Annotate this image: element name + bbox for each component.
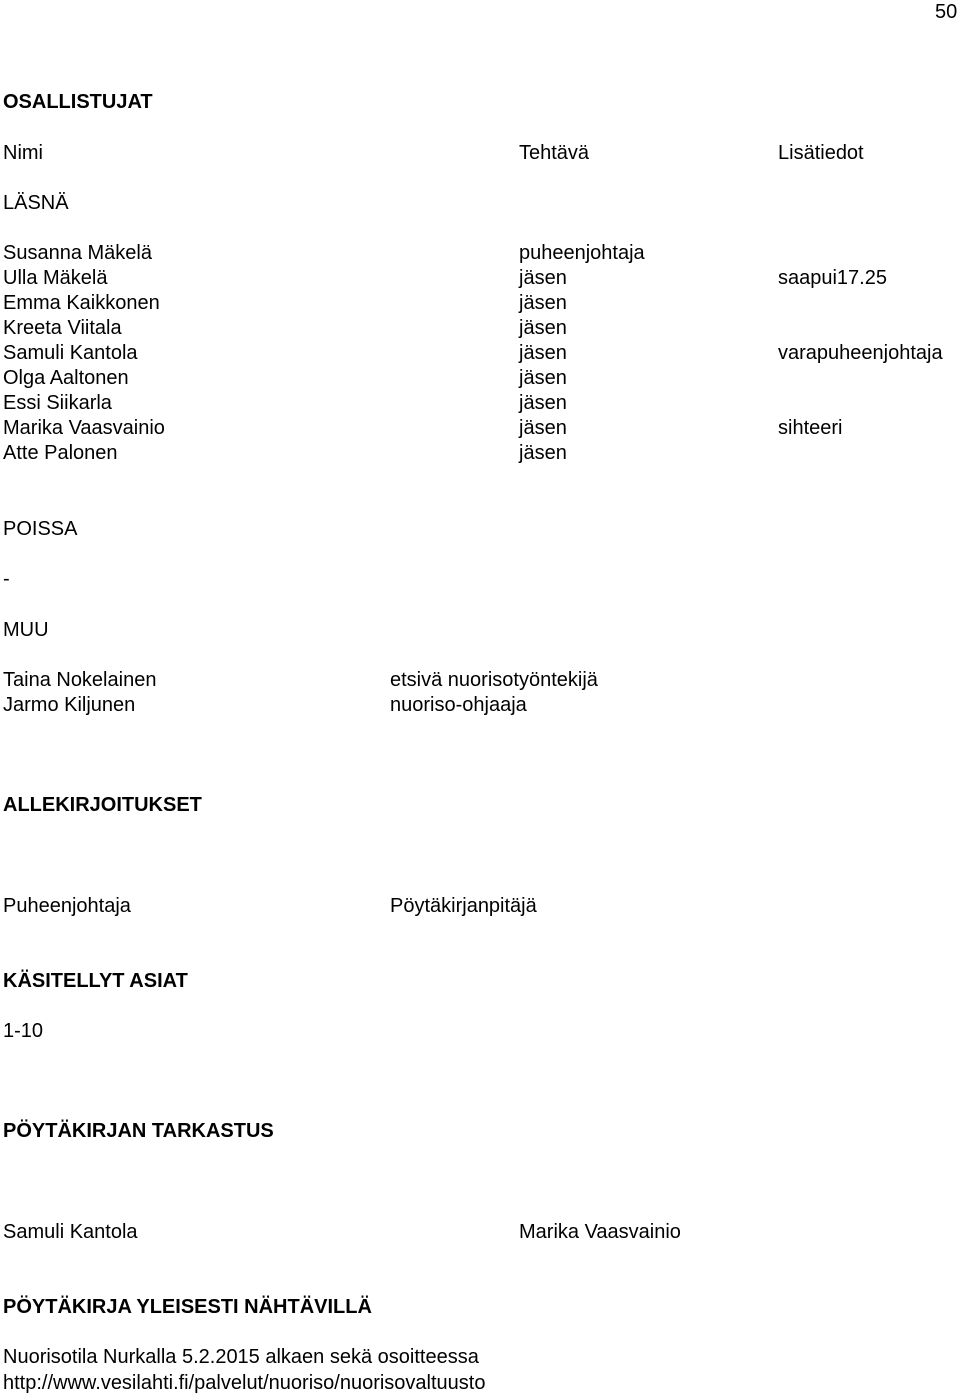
reviewer-1: Samuli Kantola — [3, 1221, 138, 1243]
participant-role: jäsen — [519, 342, 567, 364]
secretary-signature-label: Pöytäkirjanpitäjä — [390, 895, 537, 917]
participant-role: jäsen — [519, 367, 567, 389]
public-url-link[interactable]: http://www.vesilahti.fi/palvelut/nuoriso/nuorisovaltuusto — [3, 1372, 486, 1394]
present-heading: LÄSNÄ — [3, 192, 69, 214]
other-heading: MUU — [3, 619, 49, 641]
participant-role: jäsen — [519, 442, 567, 464]
participant-role: jäsen — [519, 292, 567, 314]
participant-name: Emma Kaikkonen — [3, 292, 160, 314]
participant-name: Essi Siikarla — [3, 392, 112, 414]
participant-role: jäsen — [519, 267, 567, 289]
participant-name: Ulla Mäkelä — [3, 267, 108, 289]
participant-info: varapuheenjohtaja — [778, 342, 943, 364]
review-heading: PÖYTÄKIRJAN TARKASTUS — [3, 1120, 274, 1142]
participant-role: jäsen — [519, 392, 567, 414]
public-location: Nuorisotila Nurkalla 5.2.2015 alkaen sekä osoitteessa — [3, 1346, 479, 1368]
participant-role: nuoriso-ohjaaja — [390, 694, 527, 716]
participant-role: etsivä nuorisotyöntekijä — [390, 669, 598, 691]
participant-name: Marika Vaasvainio — [3, 417, 165, 439]
absent-value: - — [3, 568, 10, 590]
items-value: 1-10 — [3, 1020, 44, 1042]
participant-name: Kreeta Viitala — [3, 317, 122, 339]
participant-name: Jarmo Kiljunen — [3, 694, 136, 716]
signatures-heading: ALLEKIRJOITUKSET — [3, 794, 202, 816]
column-header-name: Nimi — [3, 142, 43, 164]
participant-role: jäsen — [519, 417, 567, 439]
participant-info: saapui17.25 — [778, 267, 887, 289]
items-heading: KÄSITELLYT ASIAT — [3, 970, 188, 992]
reviewer-2: Marika Vaasvainio — [519, 1221, 681, 1243]
participant-role: puheenjohtaja — [519, 242, 645, 264]
column-header-info: Lisätiedot — [778, 142, 864, 164]
page-number: 50 — [935, 1, 958, 23]
participant-role: jäsen — [519, 317, 567, 339]
public-heading: PÖYTÄKIRJA YLEISESTI NÄHTÄVILLÄ — [3, 1296, 372, 1318]
participant-name: Olga Aaltonen — [3, 367, 129, 389]
participants-heading: OSALLISTUJAT — [3, 91, 153, 113]
absent-heading: POISSA — [3, 518, 78, 540]
participant-name: Susanna Mäkelä — [3, 242, 152, 264]
participant-name: Taina Nokelainen — [3, 669, 157, 691]
participant-name: Samuli Kantola — [3, 342, 138, 364]
participant-info: sihteeri — [778, 417, 843, 439]
participant-name: Atte Palonen — [3, 442, 118, 464]
column-header-role: Tehtävä — [519, 142, 590, 164]
chair-signature-label: Puheenjohtaja — [3, 895, 131, 917]
